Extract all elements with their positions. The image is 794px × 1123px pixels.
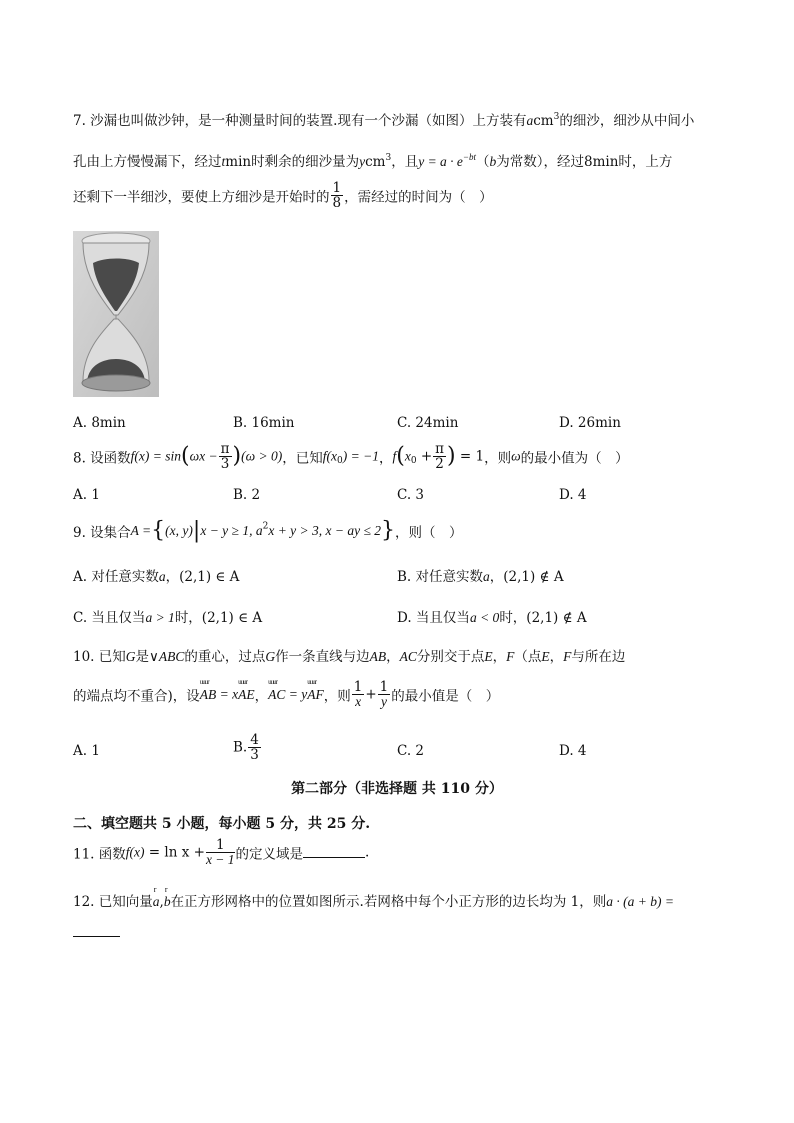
q10-y: y bbox=[380, 694, 387, 709]
q7-text-i: ，需经过的时间为（ ） bbox=[344, 189, 493, 206]
q9-sq: 2 bbox=[262, 521, 269, 532]
q11-f: f bbox=[125, 844, 130, 860]
q7-text-e: ，且 bbox=[391, 154, 419, 170]
q9-opta-cond: ，(2,1) ∈ A bbox=[165, 569, 240, 585]
q9-opta-text: A. 对任意实数 bbox=[73, 569, 159, 585]
q11-frac bbox=[206, 838, 235, 867]
q10-text-a: 10. 已知 bbox=[73, 649, 126, 665]
q7-var-y: y bbox=[359, 154, 366, 169]
q7-text-h: 还剩下一半细沙，要使上方细沙是开始时的 bbox=[73, 189, 330, 206]
q9-optb-cond: ，(2,1) ∉ A bbox=[489, 569, 564, 585]
q7-option-c[interactable]: C. 24min bbox=[397, 415, 459, 431]
q8-omega: ω bbox=[511, 448, 521, 464]
q10-ab: AB bbox=[369, 649, 387, 664]
q8-eq1: = 1 bbox=[455, 448, 485, 465]
q9-cond2: x + y > 3, x − ay ≤ 2 bbox=[268, 523, 382, 538]
q10-text-h: 的端点均不重合)，设 bbox=[73, 688, 200, 705]
q10-ac: AC bbox=[399, 649, 417, 664]
q9-optc-cond: a > 1 bbox=[145, 610, 175, 625]
q7-frac-den: 8 bbox=[332, 195, 342, 211]
q10-line-1 bbox=[73, 645, 625, 665]
q12-mid: 在正方形网格中的位置如图所示.若网格中每个小正方形的边长均为 1，则 bbox=[170, 894, 607, 910]
q9-optd-text: D. 当且仅当 bbox=[397, 610, 470, 626]
q7-var-t: t bbox=[221, 154, 226, 169]
q8-two: 2 bbox=[435, 456, 444, 472]
q12-prefix: 12. 已知向量 bbox=[73, 894, 153, 910]
q8-fx0-end: ) = −1 bbox=[342, 448, 379, 464]
q8-tail-a: ，则 bbox=[484, 450, 512, 467]
q8-prefix: 8. 设函数 bbox=[73, 450, 131, 467]
q12-answer-blank[interactable] bbox=[73, 935, 120, 937]
q10-option-a[interactable]: A. 1 bbox=[73, 743, 100, 759]
q10-text-i: ，则 bbox=[323, 688, 351, 705]
q8-option-d[interactable]: D. 4 bbox=[559, 487, 587, 503]
q10-comma-2: ， bbox=[492, 649, 507, 665]
q10-eq1: = x bbox=[216, 686, 239, 702]
q10-eq2: = y bbox=[285, 686, 308, 702]
q11-den: x − 1 bbox=[205, 852, 235, 867]
q10-option-c[interactable]: C. 2 bbox=[397, 743, 425, 759]
q8-rparen-2: ) bbox=[447, 443, 456, 469]
q7-paren: （ bbox=[476, 154, 490, 170]
q12-vec-b: r b bbox=[164, 894, 171, 910]
q7-text-g: 时，上方 bbox=[618, 154, 673, 170]
q7-unit: cm bbox=[533, 113, 554, 129]
q8-fdef: f(x) = sin bbox=[130, 448, 182, 464]
q8-inner: ωx − bbox=[189, 448, 218, 464]
q7-text-b: 的细沙，细沙从中间小 bbox=[559, 113, 695, 129]
q9-tail: ，则（ ） bbox=[395, 525, 463, 541]
q9-option-b[interactable] bbox=[397, 565, 564, 585]
q7-frac-num: 1 bbox=[332, 180, 342, 196]
q10-triangle: ∨ABC bbox=[149, 649, 185, 664]
q8-sub0b: 0 bbox=[410, 456, 417, 466]
q10-comma-4: ， bbox=[254, 688, 269, 705]
q11-tail: 的定义域是 bbox=[235, 846, 304, 863]
q9-option-d[interactable] bbox=[397, 606, 587, 626]
q10-line-2 bbox=[73, 680, 499, 709]
q11-prefix: 11. 函数 bbox=[73, 846, 126, 863]
q10-optb-num: 4 bbox=[250, 732, 259, 748]
q7-text: 7. 沙漏也叫做沙钟，是一种测量时间的装置.现有一个沙漏（如图）上方装有 bbox=[73, 113, 527, 129]
q10-option-d[interactable]: D. 4 bbox=[559, 743, 587, 759]
hourglass-image bbox=[73, 231, 159, 397]
q9-option-c[interactable] bbox=[73, 606, 262, 626]
q10-text-f: （点 bbox=[514, 649, 542, 665]
q7-8min: 8min bbox=[584, 154, 619, 170]
q10-e2: E bbox=[541, 649, 550, 664]
q10-f: F bbox=[506, 649, 515, 664]
q10-g: G bbox=[125, 649, 136, 664]
q10-option-b[interactable] bbox=[233, 733, 262, 762]
q10-comma-3: ， bbox=[549, 649, 564, 665]
q7-formula: y = a · e bbox=[418, 154, 463, 169]
q8-mid: ，已知 bbox=[282, 450, 323, 467]
q8-fx0: f(x bbox=[322, 448, 337, 464]
q9-optb-var: a bbox=[483, 569, 490, 584]
q12-line bbox=[73, 890, 674, 910]
q8-line bbox=[73, 442, 629, 471]
q8-option-a[interactable]: A. 1 bbox=[73, 487, 100, 503]
section-heading: 二、填空题共 5 小题，每小题 5 分，共 25 分. bbox=[73, 816, 371, 832]
q9-prefix: 9. 设集合 bbox=[73, 525, 131, 541]
q11-end: . bbox=[365, 844, 370, 861]
q10-one-2: 1 bbox=[379, 679, 389, 695]
q7-text-d: 时剩余的细沙量为 bbox=[251, 154, 360, 170]
q7-formula-exp: −bt bbox=[462, 152, 476, 162]
q9-option-a[interactable] bbox=[73, 565, 239, 585]
q12-comma: , bbox=[159, 894, 164, 910]
q10-optb-label: B. bbox=[233, 739, 248, 756]
q8-comma: ， bbox=[378, 450, 393, 467]
q9-opta-var: a bbox=[158, 569, 166, 584]
q8-option-c[interactable]: C. 3 bbox=[397, 487, 425, 503]
q10-text-j: 的最小值是（ ） bbox=[391, 688, 500, 705]
q7-text-f: 为常数），经过 bbox=[496, 154, 584, 170]
q10-text-c: 的重心，过点 bbox=[184, 649, 266, 665]
q9-lbrace: { bbox=[151, 518, 166, 543]
q9-cond: x − y ≥ 1, a bbox=[200, 523, 263, 538]
q10-text-d: 作一条直线与边 bbox=[275, 649, 370, 665]
q8-x0: x bbox=[404, 448, 411, 464]
q8-tail-b: 的最小值为（ ） bbox=[520, 450, 629, 467]
q10-frac-x bbox=[352, 680, 365, 709]
q11-answer-blank[interactable] bbox=[303, 857, 365, 858]
q10-plus: + bbox=[365, 686, 377, 703]
part2-title: 第二部分（非选择题 共 110 分） bbox=[291, 781, 503, 797]
q7-var-a: a bbox=[526, 113, 534, 128]
q12-expr: a · (a + b) = bbox=[606, 894, 674, 909]
q7-option-b[interactable]: B. 16min bbox=[233, 415, 295, 431]
q11-eq: = ln x + bbox=[144, 844, 205, 861]
q10-vec-ac: uuur AC bbox=[268, 687, 285, 703]
q8-sub0: 0 bbox=[337, 456, 343, 466]
q7-exp-2: 3 bbox=[385, 153, 392, 163]
q7-var-b: b bbox=[489, 154, 497, 169]
q10-comma: ， bbox=[386, 649, 400, 665]
q10-f2: F bbox=[563, 649, 572, 664]
q7-unit-cm: cm bbox=[365, 154, 386, 170]
q10-frac-y bbox=[378, 680, 391, 709]
q7-option-d[interactable]: D. 26min bbox=[559, 415, 621, 431]
q10-one: 1 bbox=[353, 679, 363, 695]
q7-exp: 3 bbox=[553, 112, 560, 122]
q10-x: x bbox=[355, 694, 362, 709]
q8-rparen: ) bbox=[232, 443, 242, 469]
q10-text-b: 是 bbox=[135, 649, 150, 665]
q10-vec-af: uuur AF bbox=[307, 687, 324, 703]
q9-line bbox=[73, 520, 463, 542]
q11-num: 1 bbox=[206, 838, 235, 853]
q7-line-2 bbox=[73, 150, 672, 170]
q9-optc-tail: 时，(2,1) ∈ A bbox=[174, 610, 263, 626]
q8-three: 3 bbox=[220, 456, 230, 472]
q9-rbrace: } bbox=[381, 518, 396, 543]
q9-bar: | bbox=[192, 518, 201, 543]
q11-paren: (x) bbox=[129, 844, 145, 860]
q8-frac-pi3 bbox=[219, 442, 232, 471]
q10-text-g: 与所在边 bbox=[571, 649, 626, 665]
q8-pi: π bbox=[220, 441, 230, 457]
q7-line-3 bbox=[73, 181, 493, 210]
q7-text-c: 孔由上方慢慢漏下，经过 bbox=[73, 154, 222, 170]
q9-optc-text: C. 当且仅当 bbox=[73, 610, 146, 626]
q11-line bbox=[73, 838, 369, 867]
q9-set: A = bbox=[130, 523, 152, 538]
q10-text-e: 分别交于点 bbox=[416, 649, 485, 665]
q10-vec-ab: uuur AB bbox=[200, 687, 217, 703]
q10-optb-den: 3 bbox=[250, 747, 259, 763]
q8-plus: + bbox=[416, 448, 433, 465]
q9-optd-cond: a < 0 bbox=[469, 610, 500, 625]
q10-g2: G bbox=[265, 649, 276, 664]
q8-f2: f bbox=[392, 448, 397, 464]
q8-frac-pi2 bbox=[433, 442, 446, 471]
q8-lparen: ( bbox=[181, 443, 190, 469]
q8-option-b[interactable]: B. 2 bbox=[233, 487, 261, 503]
q7-line-1 bbox=[73, 109, 694, 129]
q9-optb-text: B. 对任意实数 bbox=[397, 569, 484, 585]
q10-e: E bbox=[484, 649, 493, 664]
q8-pi2: π bbox=[435, 441, 445, 457]
q12-vec-a: r a bbox=[153, 894, 160, 910]
q8-cond: (ω > 0) bbox=[241, 448, 283, 464]
q7-option-a[interactable]: A. 8min bbox=[73, 415, 126, 431]
q9-pair: (x, y) bbox=[165, 523, 193, 538]
q10-optb-frac bbox=[248, 733, 261, 762]
q7-fraction bbox=[331, 181, 344, 210]
q10-vec-ae: uuur AE bbox=[238, 687, 255, 703]
q9-optd-tail: 时，(2,1) ∉ A bbox=[499, 610, 587, 626]
q7-unit-min: min bbox=[225, 154, 252, 170]
q8-lparen-2: ( bbox=[396, 443, 405, 469]
